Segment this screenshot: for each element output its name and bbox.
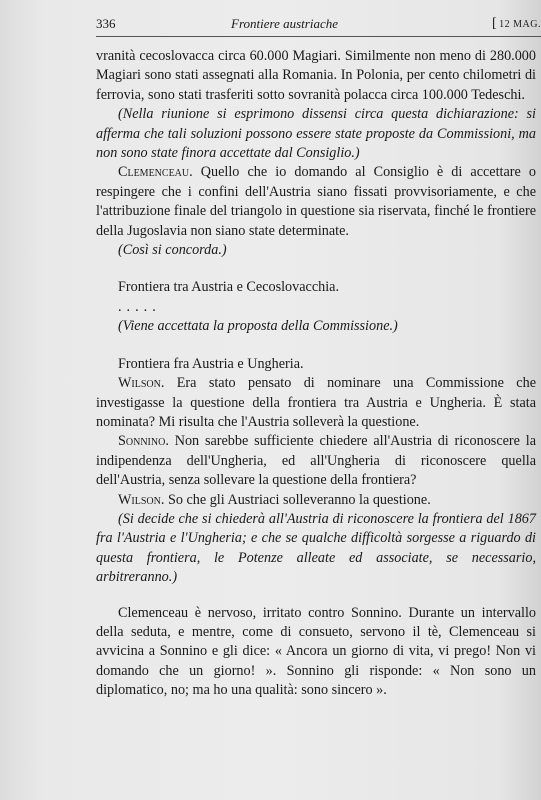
section-heading: Frontiera tra Austria e Cecoslovacchia.	[118, 279, 340, 296]
page-header	[96, 16, 541, 36]
paragraph-note: (Si decide che si chiederà all'Austria di riconoscere la frontiera del 1867 fra l'Austria e l'Ungheria; e che se qualche difficoltà sorgesse a riguardo di questa frontiera, le Potenze alleate ed associate, se necessario, arbitreranno.)	[96, 510, 536, 586]
paragraph-sonnino	[96, 432, 536, 490]
speaker-name: Clemenceau.	[118, 164, 193, 181]
paragraph-note: (Viene accettata la proposta della Commissione.)	[118, 318, 398, 335]
section-heading: Frontiera fra Austria e Ungheria.	[118, 355, 304, 372]
paragraph-note: (Nella riunione si esprimono dissensi circa questa dichiarazione: si afferma che tali soluzioni possono essere state proposte da Commissioni, ma non sono state finora accettate dal Consiglio.)	[96, 106, 536, 162]
running-title: Frontiere austriache	[231, 16, 338, 31]
speech-text: Era stato pensato di nominare una Commissione che investigasse la questione della frontiera tra Austria e Ungheria. È stata nominata? Mi risulta che l'Austria solleverà la questione.	[96, 375, 536, 430]
paragraph-wilson	[96, 374, 536, 432]
paragraph-clemenceau	[96, 163, 536, 241]
header-rule	[96, 36, 541, 37]
running-date: [ 12 MAG.	[492, 16, 541, 32]
speaker-name: Wilson.	[118, 491, 165, 508]
paragraph-continuation: vranità cecoslovacca circa 60.000 Magiari. Similmente non meno di 280.000 Magiari sono stati assegnati alla Romania. In Polonia, per cento chilometri di ferrovia, sono stati trasferiti sotto sovranità polacca circa 100.000 Tedeschi.	[96, 48, 536, 103]
speech-text: Quello che io domando al Consiglio è di accettare o respingere che i confini dell'Austria siano fissati provvisoriamente, e che l'attribuzione finale del triangolo in questione sia riservata, finché le frontiere della Jugoslavia non siano state determinate.	[96, 164, 536, 239]
page-body	[96, 47, 536, 701]
speaker-name: Wilson.	[118, 375, 165, 392]
paragraph-narrative: Clemenceau è nervoso, irritato contro Sonnino. Durante un intervallo della seduta, e mentre, come di consueto, servono il tè, Clemenceau si avvicina a Sonnino e gli dice: « Ancora un giorno di vita, vi prego! Non vi domando che un giorno! ». Sonnino gli risponde: « Non sono un diplomatico, no; ma ho una qualità: sono sincero ».	[96, 604, 536, 699]
paragraph-note: (Così si concorda.)	[118, 242, 227, 259]
paragraph-wilson	[96, 491, 536, 510]
speaker-name: Sonnino.	[118, 433, 169, 450]
ellipsis-dots: .....	[118, 298, 161, 315]
speech-text: So che gli Austriaci solleveranno la questione.	[164, 491, 431, 508]
page-number: 336	[96, 16, 116, 31]
speech-text: Non sarebbe sufficiente chiedere all'Austria di riconoscere la indipendenza dell'Ungheria, ed all'Ungheria di riconoscere quella dell'Austria, senza sollevare la questione della frontiera?	[96, 433, 536, 489]
